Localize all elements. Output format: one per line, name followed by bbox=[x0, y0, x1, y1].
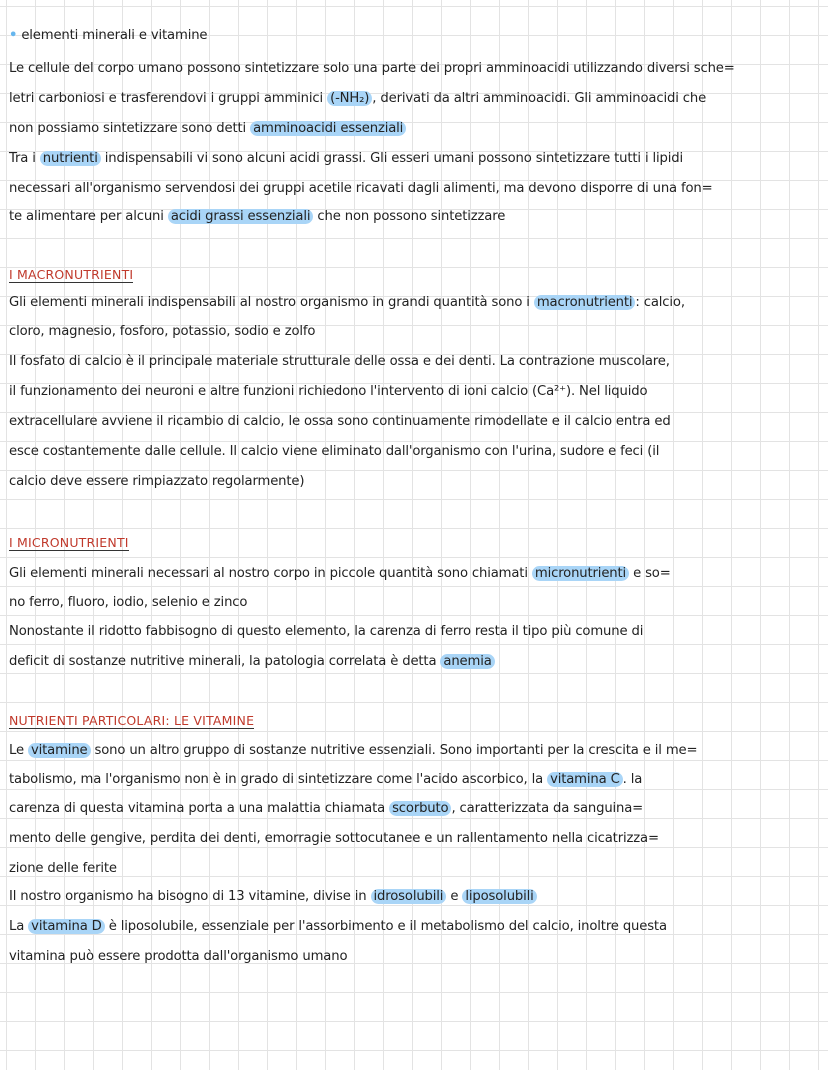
intro-line-5 bbox=[9, 176, 822, 202]
vit-line-5 bbox=[9, 856, 822, 882]
text: Nonostante il ridotto fabbisogno di questo elemento, la carenza di ferro resta il tipo più comune di bbox=[9, 624, 644, 639]
text: Gli elementi minerali indispensabili al nostro organismo in grandi quantità sono i bbox=[9, 295, 534, 310]
micro-line-1 bbox=[9, 561, 822, 587]
intro-line-2 bbox=[9, 86, 822, 112]
text: , caratterizzata da sanguina= bbox=[451, 801, 644, 816]
heading-text: I MACRONUTRIENTI bbox=[9, 267, 134, 282]
text: non possiamo sintetizzare sono detti bbox=[9, 121, 251, 136]
text: vitamina può essere prodotta dall'organismo umano bbox=[9, 949, 348, 964]
highlight-vitamina-c: vitamina C bbox=[547, 772, 623, 787]
text: La bbox=[9, 919, 29, 934]
text: extracellulare avviene il ricambio di calcio, le ossa sono continuamente rimodellate e il calcio entra ed bbox=[9, 414, 671, 429]
intro-line-1 bbox=[9, 56, 822, 82]
text: . la bbox=[622, 772, 643, 787]
text: carenza di questa vitamina porta a una malattia chiamata bbox=[9, 801, 390, 816]
text: , derivati da altri amminoacidi. Gli amminoacidi che bbox=[372, 91, 707, 106]
highlight-nh2: (-NH₂) bbox=[327, 91, 372, 106]
intro-line-3 bbox=[9, 116, 822, 142]
vit-line-2 bbox=[9, 767, 822, 793]
highlight-amminoacidi-essenziali: amminoacidi essenziali bbox=[250, 121, 406, 136]
text: esce costantemente dalle cellule. Il calcio viene eliminato dall'organismo con l'urina, sudore e feci (il bbox=[9, 444, 660, 459]
vit-line-6 bbox=[9, 884, 822, 910]
highlight-anemia: anemia bbox=[440, 654, 494, 669]
highlight-acidi-grassi-essenziali: acidi grassi essenziali bbox=[168, 209, 314, 224]
highlight-macronutrienti: macronutrienti bbox=[534, 295, 636, 310]
heading-text: NUTRIENTI PARTICOLARI: LE VITAMINE bbox=[9, 713, 255, 728]
bullet-icon: • bbox=[9, 28, 18, 43]
heading-text: I MICRONUTRIENTI bbox=[9, 535, 129, 550]
text: te alimentare per alcuni bbox=[9, 209, 168, 224]
text: necessari all'organismo servendosi dei gruppi acetile ricavati dagli alimenti, ma devono disporre di una fon= bbox=[9, 181, 713, 196]
vit-line-4 bbox=[9, 826, 822, 852]
text: mento delle gengive, perdita dei denti, emorragie sottocutanee e un rallentamento nella cicatrizza= bbox=[9, 831, 659, 846]
macro-line-3 bbox=[9, 349, 822, 375]
highlight-micronutrienti: micronutrienti bbox=[532, 566, 629, 581]
macro-line-2 bbox=[9, 319, 822, 345]
macro-line-4 bbox=[9, 379, 822, 405]
text: Le bbox=[9, 743, 28, 758]
intro-line-4 bbox=[9, 146, 822, 172]
highlight-scorbuto: scorbuto bbox=[389, 801, 451, 816]
text: Il nostro organismo ha bisogno di 13 vitamine, divise in bbox=[9, 889, 371, 904]
vit-line-7 bbox=[9, 914, 822, 940]
micro-line-3 bbox=[9, 619, 822, 645]
section-heading-macronutrienti bbox=[9, 262, 822, 288]
text: Tra i bbox=[9, 151, 40, 166]
vit-line-8 bbox=[9, 944, 822, 970]
text: calcio deve essere rimpiazzato regolarmente) bbox=[9, 474, 305, 489]
highlight-idrosolubili: idrosolubili bbox=[371, 889, 447, 904]
section-heading-micronutrienti bbox=[9, 530, 822, 556]
text: il funzionamento dei neuroni e altre funzioni richiedono l'intervento di ioni calcio (Ca²⁺). Nel liquido bbox=[9, 384, 648, 399]
highlight-vitamine: vitamine bbox=[28, 743, 91, 758]
macro-line-6 bbox=[9, 439, 822, 465]
text: : calcio, bbox=[635, 295, 685, 310]
text: Le cellule del corpo umano possono sintetizzare solo una parte dei propri amminoacidi utilizzando diversi sche= bbox=[9, 61, 735, 76]
highlight-liposolubili: liposolubili bbox=[462, 889, 536, 904]
text: Il fosfato di calcio è il principale materiale strutturale delle ossa e dei denti. La contrazione muscolare, bbox=[9, 354, 670, 369]
text: Gli elementi minerali necessari al nostro corpo in piccole quantità sono chiamati bbox=[9, 566, 532, 581]
highlight-vitamina-d: vitamina D bbox=[28, 919, 105, 934]
micro-line-2 bbox=[9, 590, 822, 616]
micro-line-4 bbox=[9, 649, 822, 675]
text: sono un altro gruppo di sostanze nutritive essenziali. Sono importanti per la crescita e il me= bbox=[90, 743, 698, 758]
highlight-nutrienti: nutrienti bbox=[40, 151, 101, 166]
intro-title-line bbox=[9, 23, 822, 49]
text: zione delle ferite bbox=[9, 861, 117, 876]
text: no ferro, fluoro, iodio, selenio e zinco bbox=[9, 595, 248, 610]
text: e so= bbox=[629, 566, 671, 581]
intro-line-6 bbox=[9, 204, 822, 230]
text: è liposolubile, essenziale per l'assorbimento e il metabolismo del calcio, inoltre questa bbox=[104, 919, 667, 934]
text: che non possono sintetizzare bbox=[313, 209, 506, 224]
macro-line-7 bbox=[9, 469, 822, 495]
vit-line-3 bbox=[9, 796, 822, 822]
macro-line-1 bbox=[9, 290, 822, 316]
section-heading-vitamine bbox=[9, 708, 822, 734]
text: letri carboniosi e trasferendovi i gruppi amminici bbox=[9, 91, 328, 106]
intro-title: elementi minerali e vitamine bbox=[21, 28, 208, 43]
macro-line-5 bbox=[9, 409, 822, 435]
text: deficit di sostanze nutritive minerali, la patologia correlata è detta bbox=[9, 654, 441, 669]
text: e bbox=[446, 889, 463, 904]
text: cloro, magnesio, fosforo, potassio, sodio e zolfo bbox=[9, 324, 316, 339]
text: indispensabili vi sono alcuni acidi grassi. Gli esseri umani possono sintetizzare tutti i lipidi bbox=[100, 151, 684, 166]
text: tabolismo, ma l'organismo non è in grado di sintetizzare come l'acido ascorbico, la bbox=[9, 772, 548, 787]
vit-line-1 bbox=[9, 738, 822, 764]
